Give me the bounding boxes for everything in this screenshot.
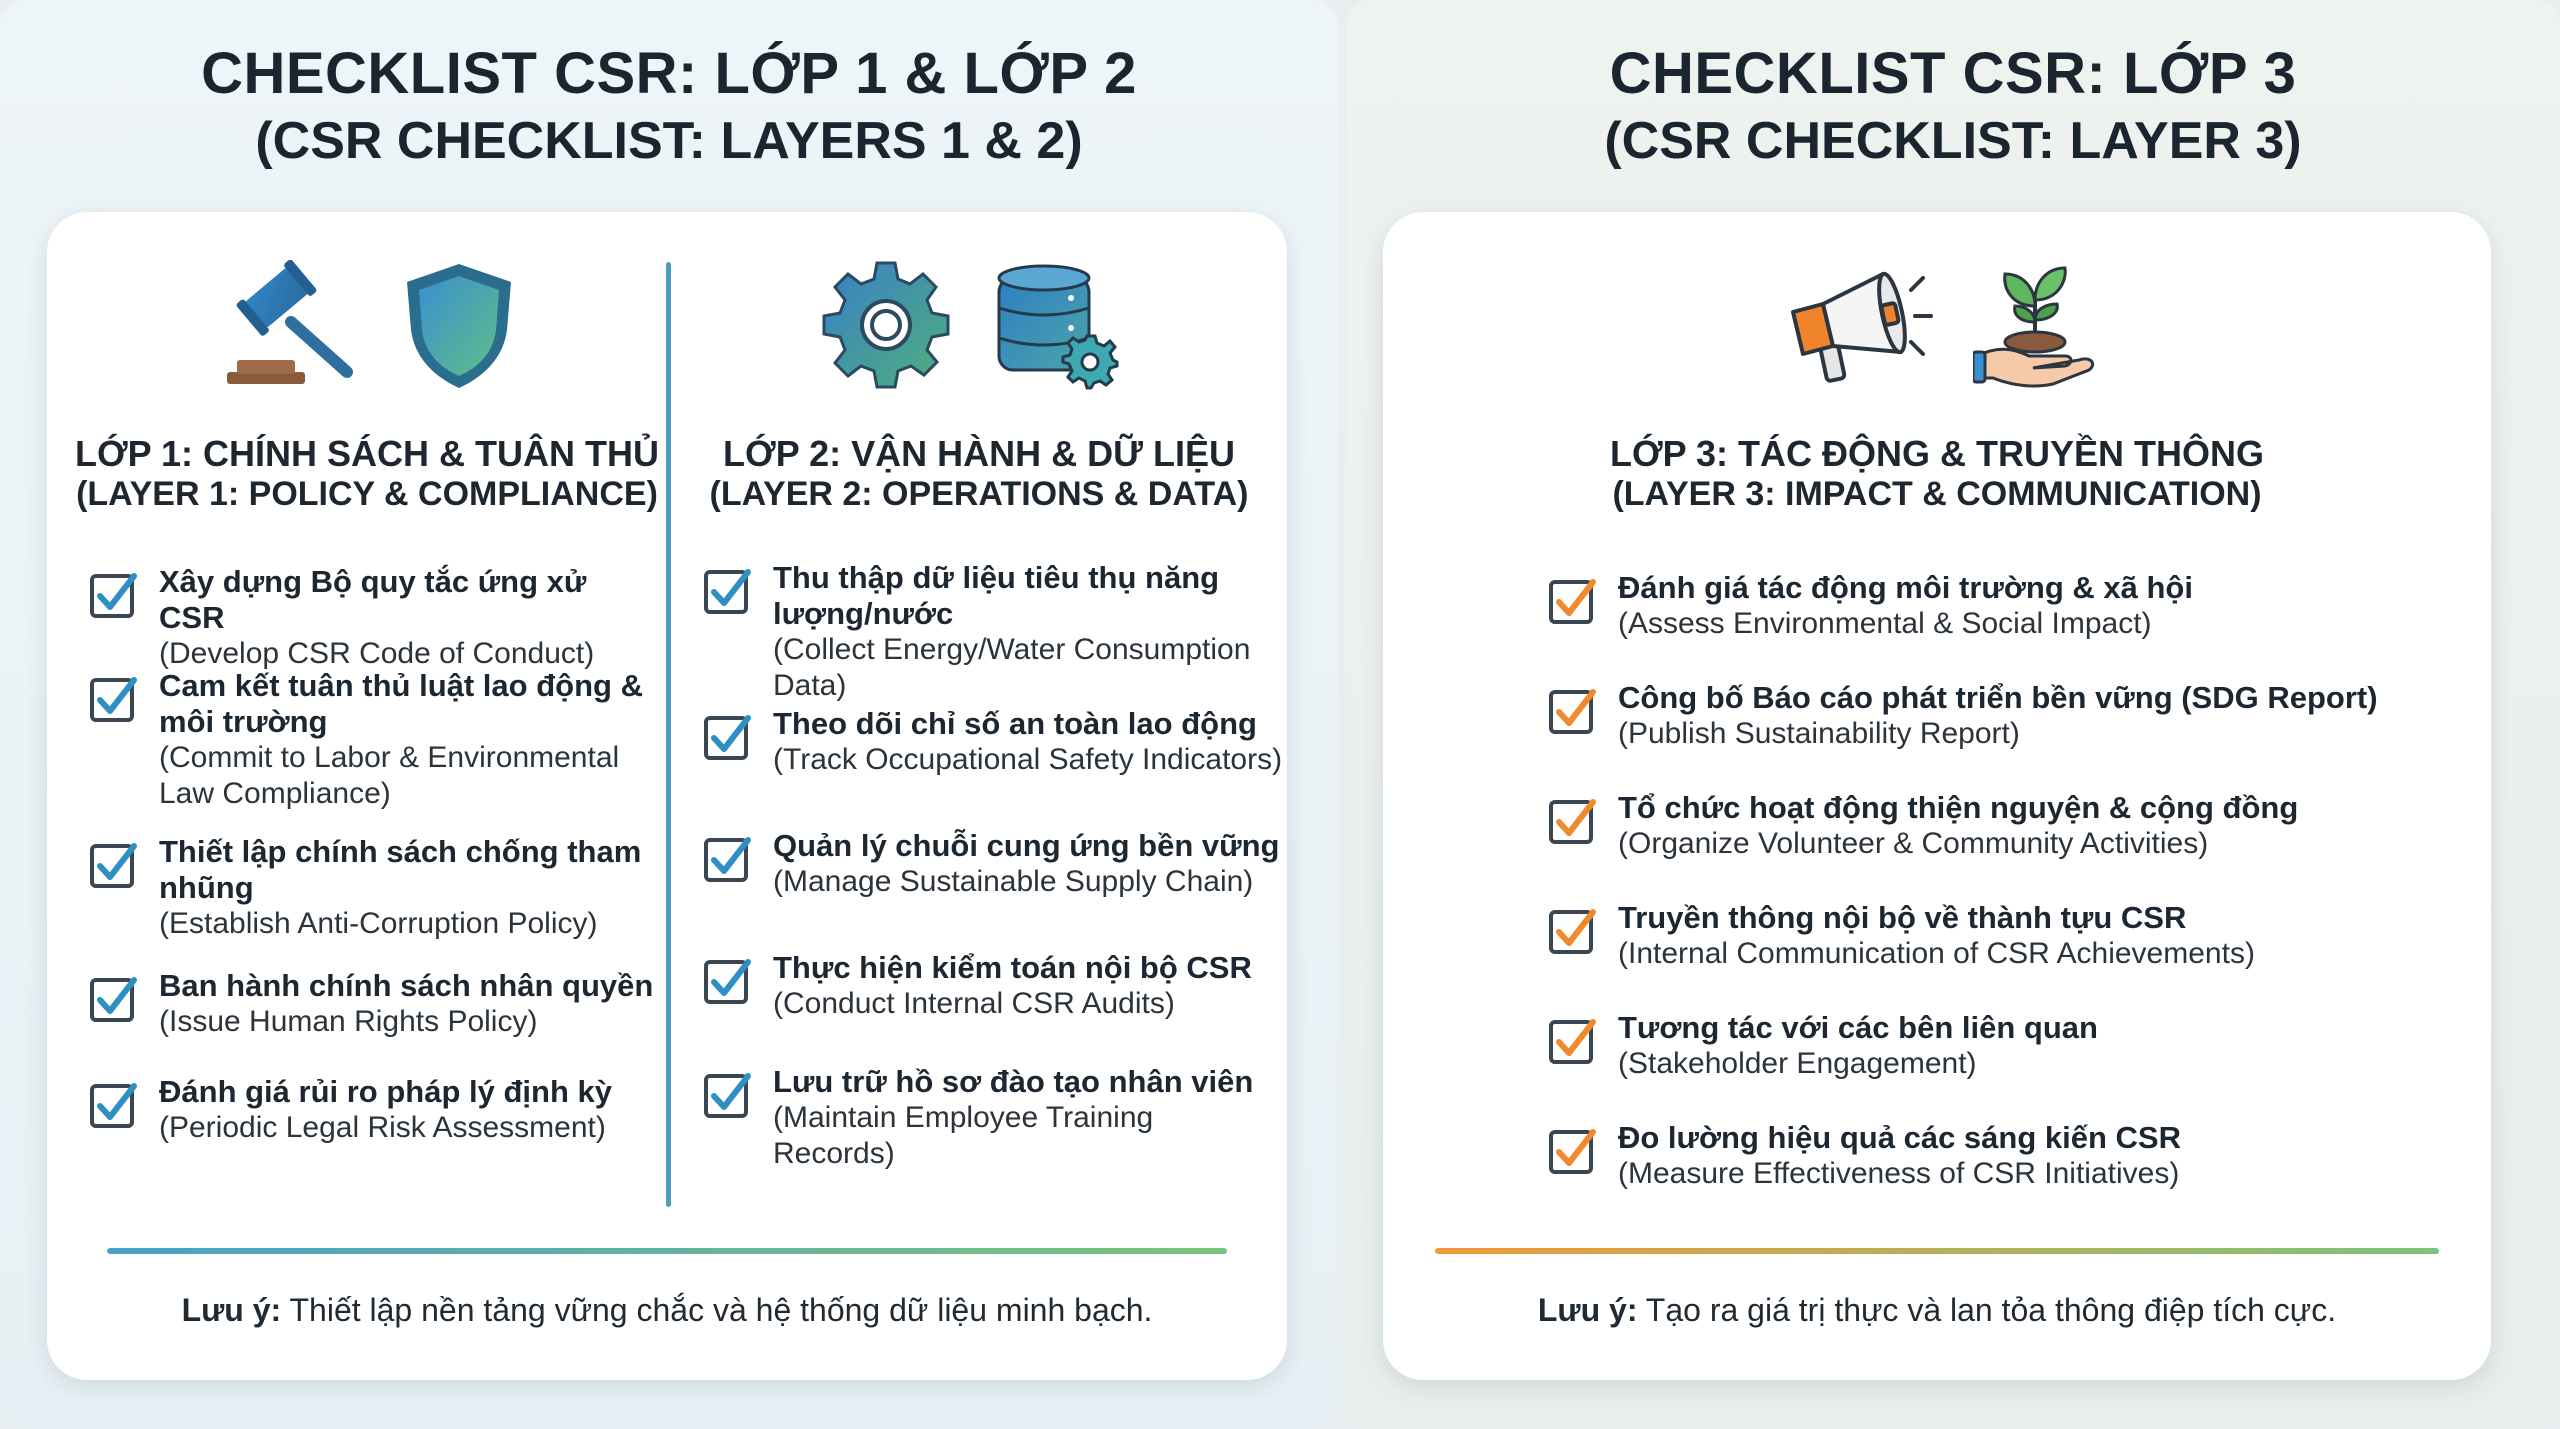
layer1-title-vn: LỚP 1: CHÍNH SÁCH & TUÂN THỦ (74, 433, 660, 474)
right-heading-line1: CHECKLIST CSR: LỚP 3 (1609, 41, 2297, 106)
layer3-icons (1783, 260, 2103, 390)
item-text-vn: Quản lý chuỗi cung ứng bền vững (773, 828, 1280, 863)
checklist-item (89, 1074, 659, 1164)
checklist-item (1548, 790, 2448, 900)
item-text-en: (Conduct Internal CSR Audits) (773, 987, 1175, 1020)
checkbox-checked-icon[interactable] (1548, 1126, 1598, 1176)
item-text-en: (Periodic Legal Risk Assessment) (159, 1111, 606, 1144)
item-text-en: (Issue Human Rights Policy) (159, 1005, 538, 1038)
layer3-title-en: (LAYER 3: IMPACT & COMMUNICATION) (1612, 475, 2262, 513)
item-text-en: (Establish Anti-Corruption Policy) (159, 907, 598, 940)
item-text-en: (Collect Energy/Water Consumption Data) (773, 633, 1251, 702)
checkbox-checked-icon[interactable] (703, 566, 753, 616)
checklist-item (89, 968, 659, 1074)
layer2-icons (821, 260, 1121, 390)
left-note-text: Thiết lập nền tảng vững chắc và hệ thống dữ liệu minh bạch. (289, 1292, 1153, 1328)
item-text-vn: Công bố Báo cáo phát triển bền vững (SDG Report) (1618, 680, 2378, 715)
gear-icon (821, 260, 951, 390)
right-note-text: Tạo ra giá trị thực và lan tỏa thông điệp tích cực. (1645, 1292, 2337, 1328)
item-text-vn: Thực hiện kiểm toán nội bộ CSR (773, 950, 1252, 985)
item-text-vn: Ban hành chính sách nhân quyền (159, 968, 654, 1003)
layer1-title (67, 434, 667, 514)
item-text-vn: Tổ chức hoạt động thiện nguyện & cộng đồng (1618, 790, 2299, 825)
left-heading-line2: (CSR CHECKLIST: LAYERS 1 & 2) (255, 112, 1083, 170)
layer3-title (1383, 434, 2491, 514)
checkbox-checked-icon[interactable] (1548, 906, 1598, 956)
megaphone-icon (1783, 260, 1933, 390)
checklist-item (89, 668, 659, 834)
item-text-vn: Cam kết tuân thủ luật lao động & môi trường (159, 668, 643, 739)
item-text-en: (Organize Volunteer & Community Activities) (1618, 827, 2209, 860)
item-text-en: (Assess Environmental & Social Impact) (1618, 607, 2152, 640)
item-text-vn: Tương tác với các bên liên quan (1618, 1010, 2098, 1045)
checkbox-checked-icon[interactable] (89, 674, 139, 724)
item-text-en: (Develop CSR Code of Conduct) (159, 637, 595, 670)
checkbox-checked-icon[interactable] (89, 840, 139, 890)
checklist-item (1548, 900, 2448, 1010)
item-text-en: (Publish Sustainability Report) (1618, 717, 2020, 750)
layer1-icons (219, 260, 519, 390)
layer2-title-vn: LỚP 2: VẬN HÀNH & DỮ LIỆU (723, 433, 1235, 474)
item-text-en: (Manage Sustainable Supply Chain) (773, 865, 1254, 898)
item-text-en: (Track Occupational Safety Indicators) (773, 743, 1283, 776)
item-text-vn: Xây dựng Bộ quy tắc ứng xử CSR (159, 564, 587, 635)
layer2-title-en: (LAYER 2: OPERATIONS & DATA) (709, 475, 1249, 513)
item-text-vn: Truyền thông nội bộ về thành tựu CSR (1618, 900, 2187, 935)
left-heading-line1: CHECKLIST CSR: LỚP 1 & LỚP 2 (201, 41, 1137, 106)
right-note-label: Lưu ý: (1537, 1292, 1638, 1328)
right-heading (1346, 40, 2560, 174)
item-text-vn: Thiết lập chính sách chống tham nhũng (159, 834, 642, 905)
checkbox-checked-icon[interactable] (1548, 796, 1598, 846)
checkbox-checked-icon[interactable] (89, 570, 139, 620)
gavel-icon (219, 260, 359, 390)
right-accent-line (1435, 1248, 2439, 1254)
checklist-item (1548, 680, 2448, 790)
checklist-item (89, 564, 659, 668)
checkbox-checked-icon[interactable] (1548, 1016, 1598, 1066)
checklist-item (1548, 570, 2448, 680)
layer3-checklist (1548, 570, 2448, 1210)
item-text-en: (Measure Effectiveness of CSR Initiatives) (1618, 1157, 2180, 1190)
database-icon (991, 260, 1121, 390)
item-text-en: (Maintain Employee Training Records) (773, 1101, 1154, 1170)
layers-1-2-card (47, 212, 1287, 1380)
item-text-en: (Commit to Labor & Environmental Law Compliance) (159, 741, 620, 810)
right-note (1383, 1290, 2491, 1330)
item-text-vn: Lưu trữ hồ sơ đào tạo nhân viên (773, 1064, 1254, 1099)
right-heading-line2: (CSR CHECKLIST: LAYER 3) (1604, 112, 2302, 170)
item-text-vn: Đánh giá rủi ro pháp lý định kỳ (159, 1074, 612, 1109)
checklist-item (703, 706, 1283, 828)
item-text-en: (Internal Communication of CSR Achievements) (1618, 937, 2255, 970)
layer2-checklist (703, 560, 1283, 1170)
checklist-item (89, 834, 659, 968)
item-text-vn: Đo lường hiệu quả các sáng kiến CSR (1618, 1120, 2181, 1155)
item-text-vn: Đánh giá tác động môi trường & xã hội (1618, 570, 2193, 605)
layer1-checklist (89, 564, 659, 1164)
left-note-label: Lưu ý: (181, 1292, 282, 1328)
left-note (47, 1290, 1287, 1330)
item-text-vn: Thu thập dữ liệu tiêu thụ năng lượng/nước (773, 560, 1220, 631)
left-accent-line (107, 1248, 1227, 1254)
checklist-item (703, 1064, 1283, 1170)
column-divider (666, 262, 671, 1207)
plant-in-hand-icon (1973, 260, 2103, 390)
item-text-vn: Theo dõi chỉ số an toàn lao động (773, 706, 1257, 741)
checklist-item (1548, 1120, 2448, 1210)
checklist-item (703, 560, 1283, 706)
layer2-title (671, 434, 1287, 514)
checkbox-checked-icon[interactable] (703, 956, 753, 1006)
checklist-item (703, 950, 1283, 1064)
checkbox-checked-icon[interactable] (1548, 576, 1598, 626)
checklist-item (703, 828, 1283, 950)
layer1-title-en: (LAYER 1: POLICY & COMPLIANCE) (76, 475, 658, 513)
checkbox-checked-icon[interactable] (703, 834, 753, 884)
checklist-item (1548, 1010, 2448, 1120)
left-heading (0, 40, 1338, 174)
item-text-en: (Stakeholder Engagement) (1618, 1047, 1977, 1080)
checkbox-checked-icon[interactable] (703, 1070, 753, 1120)
checkbox-checked-icon[interactable] (1548, 686, 1598, 736)
checkbox-checked-icon[interactable] (89, 1080, 139, 1130)
checkbox-checked-icon[interactable] (703, 712, 753, 762)
shield-icon (399, 260, 519, 390)
checkbox-checked-icon[interactable] (89, 974, 139, 1024)
layer3-title-vn: LỚP 3: TÁC ĐỘNG & TRUYỀN THÔNG (1609, 433, 2265, 474)
layer3-card (1383, 212, 2491, 1380)
